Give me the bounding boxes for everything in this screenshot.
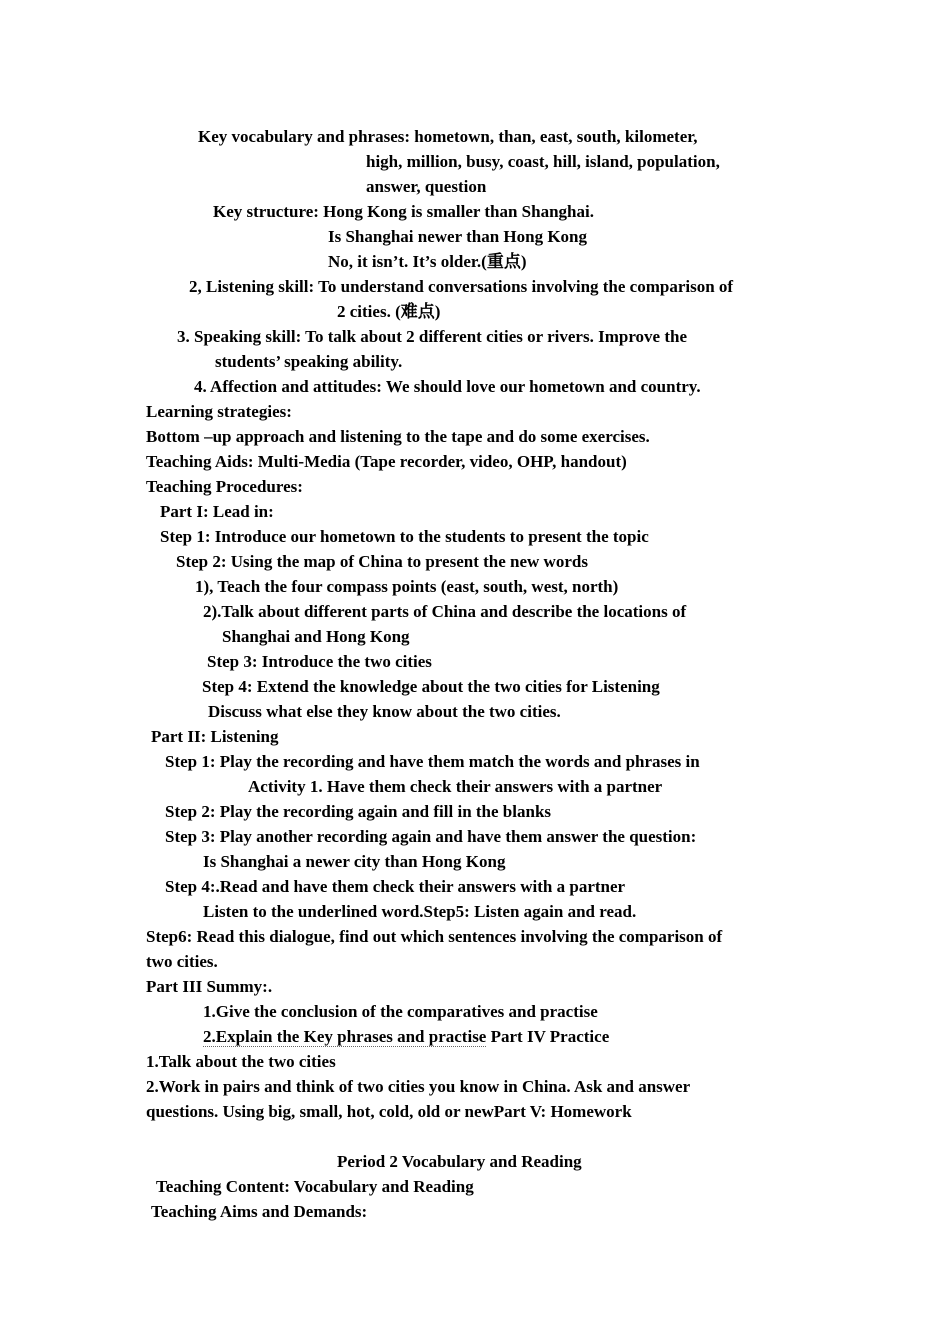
listening-skill-line-2: 2 cities. (难点): [337, 302, 441, 321]
part-2-step-1-cont: Activity 1. Have them check their answers with a partner: [248, 777, 663, 796]
part-1-step-1: Step 1: Introduce our hometown to the students to present the topic: [160, 527, 649, 546]
teaching-aims-heading: Teaching Aims and Demands:: [151, 1202, 368, 1221]
key-vocabulary-line-2: high, million, busy, coast, hill, island, population,: [366, 152, 720, 171]
key-vocabulary-line-3: answer, question: [366, 177, 487, 196]
part-3-heading: Part III Summy:.: [146, 977, 273, 996]
key-structure-line-3: No, it isn’t. It’s older.(重点): [328, 252, 527, 271]
part-2-heading: Part II: Listening: [151, 727, 279, 746]
part-2-step-2: Step 2: Play the recording again and fill in the blanks: [165, 802, 552, 821]
part-2-step-3-cont: Is Shanghai a newer city than Hong Kong: [203, 852, 506, 871]
part-2-step-4-cont: Listen to the underlined word.Step5: Listen again and read.: [203, 902, 637, 921]
part-2-step-1: Step 1: Play the recording and have them match the words and phrases in: [165, 752, 700, 771]
part-4-item-2: 2.Work in pairs and think of two cities you know in China. Ask and answer: [146, 1077, 691, 1096]
key-vocabulary-line-1: Key vocabulary and phrases: hometown, than, east, south, kilometer,: [198, 127, 698, 146]
part-2-step-6: Step6: Read this dialogue, find out which sentences involving the comparison of: [146, 927, 723, 946]
learning-strategies-heading: Learning strategies:: [146, 402, 292, 421]
part-1-step-4: Step 4: Extend the knowledge about the two cities for Listening: [202, 677, 660, 696]
part-3-item-1: 1.Give the conclusion of the comparatives and practise: [203, 1002, 598, 1021]
part-1-step-2-item-2-cont: Shanghai and Hong Kong: [222, 627, 410, 646]
listening-skill-line-1: 2, Listening skill: To understand conversations involving the comparison of: [189, 277, 734, 296]
part-1-step-2-item-1: 1), Teach the four compass points (east, south, west, north): [195, 577, 619, 596]
speaking-skill-line-2: students’ speaking ability.: [215, 352, 403, 371]
part-1-step-2-item-2: 2).Talk about different parts of China and describe the locations of: [203, 602, 687, 621]
part-2-step-6-cont: two cities.: [146, 952, 218, 971]
part-1-step-4-cont: Discuss what else they know about the two cities.: [208, 702, 561, 721]
teaching-procedures-heading: Teaching Procedures:: [146, 477, 303, 496]
teaching-aids-line: Teaching Aids: Multi-Media (Tape recorder, video, OHP, handout): [146, 452, 627, 471]
part-4-item-2-cont: questions. Using big, small, hot, cold, old or newPart V: Homework: [146, 1102, 632, 1121]
part-4-item-1: 1.Talk about the two cities: [146, 1052, 336, 1071]
learning-strategies-text: Bottom –up approach and listening to the tape and do some exercises.: [146, 427, 650, 446]
part-1-step-2: Step 2: Using the map of China to present the new words: [176, 552, 588, 571]
affection-attitudes-line: 4. Affection and attitudes: We should love our hometown and country.: [194, 377, 701, 396]
part-3-item-2: 2.Explain the Key phrases and practise: [203, 1027, 487, 1046]
part-1-heading: Part I: Lead in:: [160, 502, 274, 521]
part-2-step-4: Step 4:.Read and have them check their answers with a partner: [165, 877, 626, 896]
key-structure-line-2: Is Shanghai newer than Hong Kong: [328, 227, 588, 246]
part-4-heading: Part IV Practice: [486, 1027, 610, 1046]
key-structure-line-1: Key structure: Hong Kong is smaller than Shanghai.: [213, 202, 594, 221]
part-2-step-3: Step 3: Play another recording again and have them answer the question:: [165, 827, 697, 846]
period-2-title: Period 2 Vocabulary and Reading: [337, 1152, 582, 1171]
speaking-skill-line-1: 3. Speaking skill: To talk about 2 different cities or rivers. Improve the: [177, 327, 688, 346]
teaching-content-line: Teaching Content: Vocabulary and Reading: [156, 1177, 474, 1196]
part-1-step-3: Step 3: Introduce the two cities: [207, 652, 432, 671]
part-3-item-2-line: [203, 1027, 609, 1047]
